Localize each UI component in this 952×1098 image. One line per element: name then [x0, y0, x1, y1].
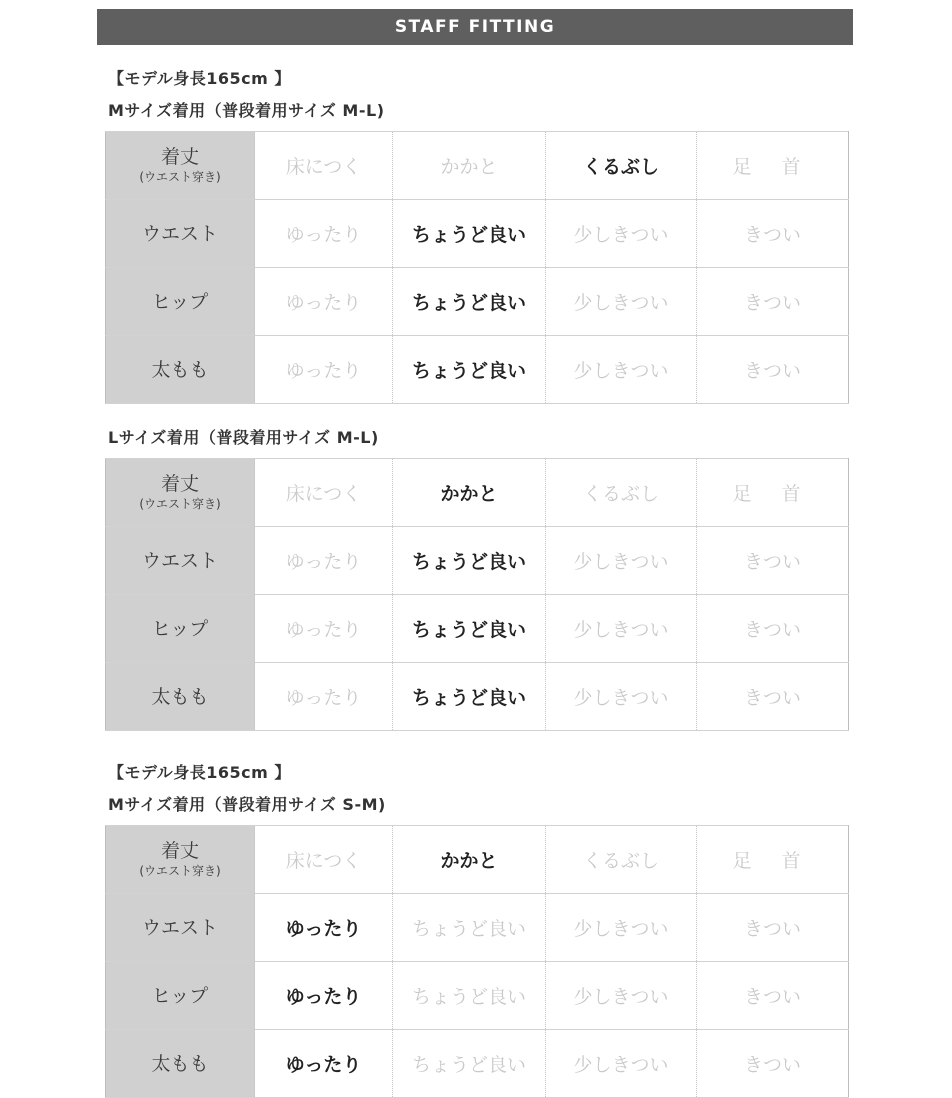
model-height-heading: 【モデル身長165cm 】: [108, 763, 291, 782]
fit-row: [106, 1030, 849, 1098]
fit-option: 少しきつい: [546, 663, 697, 731]
fit-option: きつい: [697, 962, 849, 1030]
fit-option: 少しきつい: [546, 1030, 697, 1098]
fit-row: [106, 595, 849, 663]
fit-category-label: 太もも: [151, 685, 209, 708]
fit-row: [106, 527, 849, 595]
fit-option: 少しきつい: [546, 894, 697, 962]
fitting-table: [105, 458, 849, 731]
fit-option: 少しきつい: [546, 268, 697, 336]
fit-option-selected: くるぶし: [546, 132, 697, 200]
fit-category-label: ウエスト: [141, 222, 218, 245]
fit-row: [106, 459, 849, 527]
fit-option: きつい: [697, 663, 849, 731]
fit-category-label: 着丈: [160, 472, 199, 495]
fit-option-selected: ちょうど良い: [393, 663, 546, 731]
fit-category-label: ヒップ: [151, 290, 209, 313]
fit-option: 足 首: [697, 132, 849, 200]
staff-fitting-banner: STAFF FITTING: [97, 9, 853, 45]
fit-option: ゆったり: [255, 268, 393, 336]
fit-category-label: 着丈: [160, 839, 199, 862]
fit-option: 床につく: [255, 459, 393, 527]
fit-category-cell: [106, 336, 255, 404]
fit-category-label: 着丈: [160, 145, 199, 168]
fit-category-cell: [106, 1030, 255, 1098]
fit-row: [106, 132, 849, 200]
fit-row: [106, 663, 849, 731]
fit-option: きつい: [697, 1030, 849, 1098]
fit-category-cell: [106, 268, 255, 336]
fit-option: くるぶし: [546, 826, 697, 894]
fit-option: きつい: [697, 268, 849, 336]
fit-option: 床につく: [255, 826, 393, 894]
fit-option: 床につく: [255, 132, 393, 200]
fit-option: ゆったり: [255, 595, 393, 663]
fit-option: きつい: [697, 595, 849, 663]
size-worn-heading: Mサイズ着用（普段着用サイズ M-L): [108, 101, 385, 120]
fit-option: かかと: [393, 132, 546, 200]
fit-option-selected: ちょうど良い: [393, 336, 546, 404]
fit-option-selected: ゆったり: [255, 962, 393, 1030]
fit-category-label: ヒップ: [151, 984, 209, 1007]
fit-option: ゆったり: [255, 336, 393, 404]
fit-option: きつい: [697, 336, 849, 404]
fit-category-label: 太もも: [151, 1052, 209, 1075]
fit-row: [106, 826, 849, 894]
fit-category-cell: [106, 663, 255, 731]
fit-option: 少しきつい: [546, 336, 697, 404]
fit-category-cell: [106, 826, 255, 894]
fit-category-cell: [106, 595, 255, 663]
fit-option: 少しきつい: [546, 595, 697, 663]
fit-option-selected: ゆったり: [255, 1030, 393, 1098]
fit-category-cell: [106, 459, 255, 527]
fit-category-cell: [106, 527, 255, 595]
fit-option: ゆったり: [255, 527, 393, 595]
fit-category-label: ウエスト: [141, 549, 218, 572]
fit-option: ちょうど良い: [393, 962, 546, 1030]
fit-option: きつい: [697, 527, 849, 595]
fit-option-selected: ちょうど良い: [393, 527, 546, 595]
fit-option-selected: ちょうど良い: [393, 200, 546, 268]
fit-category-sublabel: (ウエスト穿き): [139, 169, 221, 184]
fit-row: [106, 962, 849, 1030]
fit-option: 少しきつい: [546, 527, 697, 595]
fit-option: ゆったり: [255, 663, 393, 731]
fit-category-sublabel: (ウエスト穿き): [139, 496, 221, 511]
fit-option: 少しきつい: [546, 962, 697, 1030]
fit-option-selected: ちょうど良い: [393, 595, 546, 663]
fit-option: ゆったり: [255, 200, 393, 268]
fit-option: ちょうど良い: [393, 1030, 546, 1098]
fit-option-selected: ちょうど良い: [393, 268, 546, 336]
fitting-table: [105, 825, 849, 1098]
fit-category-cell: [106, 962, 255, 1030]
fit-option: 足 首: [697, 459, 849, 527]
fit-option: 少しきつい: [546, 200, 697, 268]
fit-category-label: ヒップ: [151, 617, 209, 640]
fit-category-label: ウエスト: [141, 916, 218, 939]
fit-row: [106, 894, 849, 962]
fit-option-selected: かかと: [393, 826, 546, 894]
fit-category-cell: [106, 894, 255, 962]
fitting-table: [105, 131, 849, 404]
fit-row: [106, 268, 849, 336]
fit-category-cell: [106, 200, 255, 268]
fit-option-selected: ゆったり: [255, 894, 393, 962]
fit-row: [106, 336, 849, 404]
fit-category-cell: [106, 132, 255, 200]
fit-category-sublabel: (ウエスト穿き): [139, 863, 221, 878]
size-worn-heading: Lサイズ着用（普段着用サイズ M-L): [108, 428, 379, 447]
fit-row: [106, 200, 849, 268]
fit-option: 足 首: [697, 826, 849, 894]
model-height-heading: 【モデル身長165cm 】: [108, 69, 291, 88]
fit-option: くるぶし: [546, 459, 697, 527]
size-worn-heading: Mサイズ着用（普段着用サイズ S-M): [108, 795, 386, 814]
fit-option: きつい: [697, 200, 849, 268]
fit-option: ちょうど良い: [393, 894, 546, 962]
fit-option: きつい: [697, 894, 849, 962]
fit-option-selected: かかと: [393, 459, 546, 527]
fit-category-label: 太もも: [151, 358, 209, 381]
